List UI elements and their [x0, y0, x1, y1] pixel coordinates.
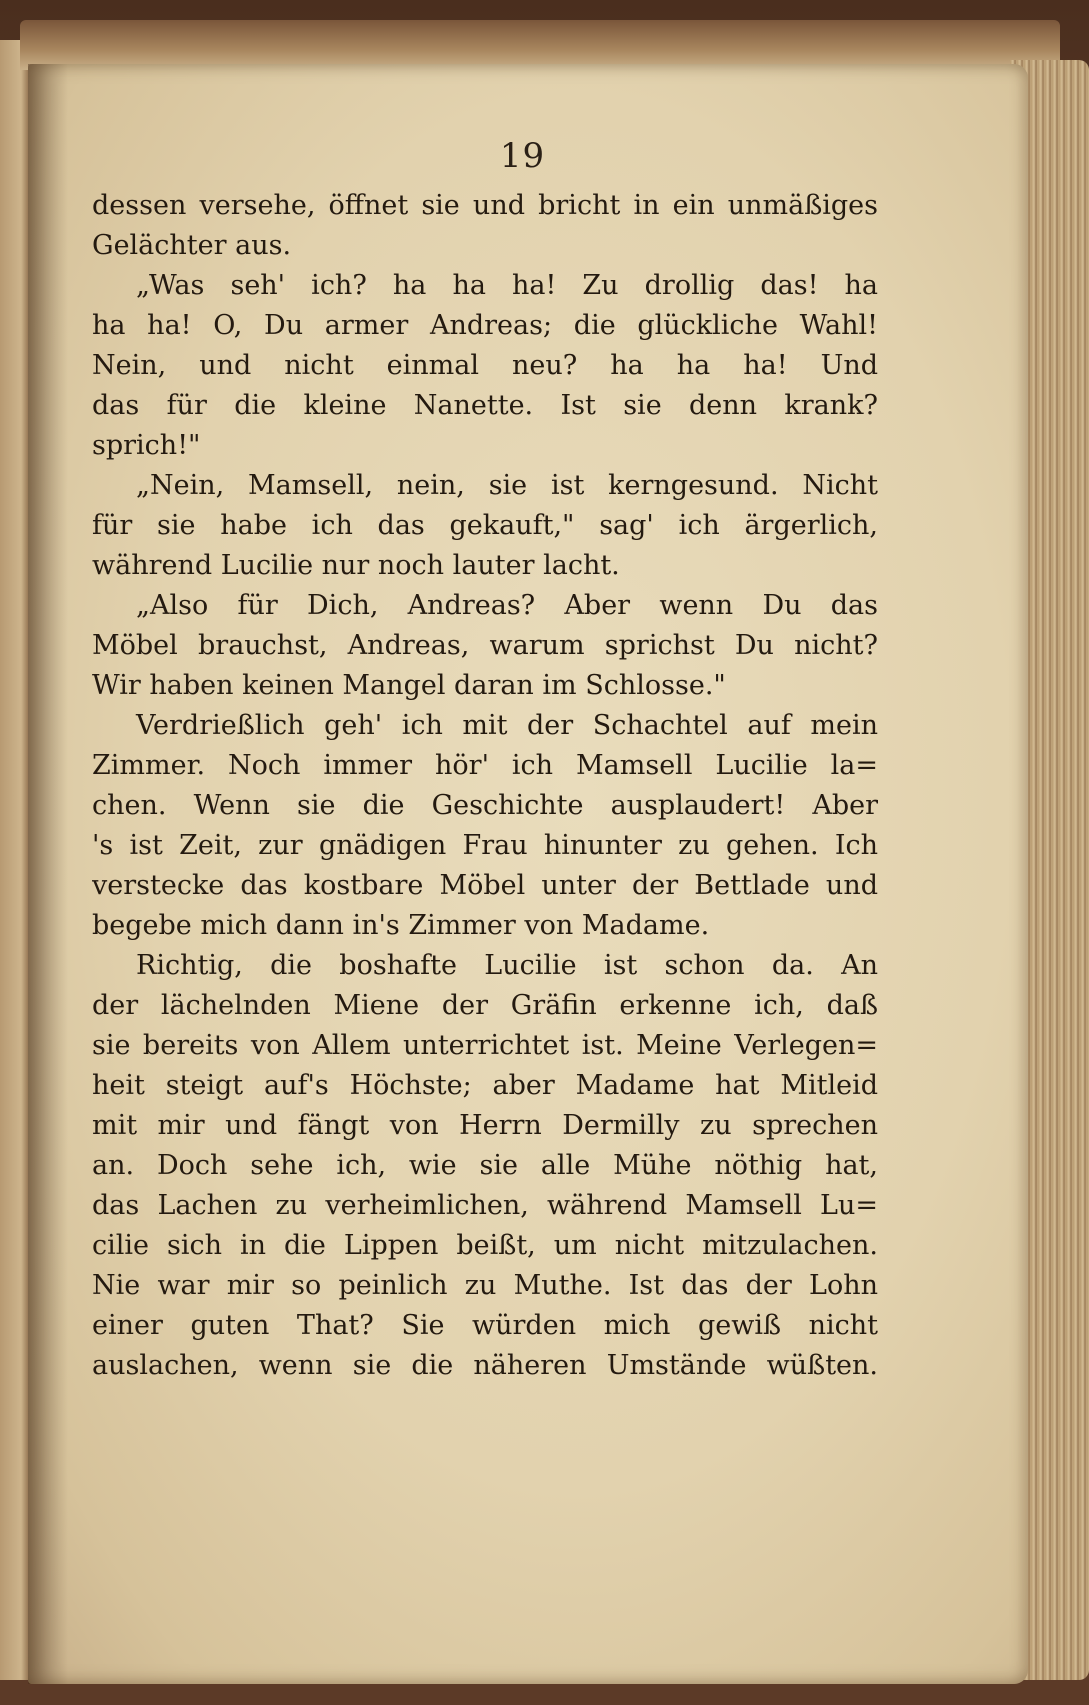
text-line: chen. Wenn sie die Geschichte ausplaudert! Aber [92, 790, 878, 821]
text-line: Möbel brauchst, Andreas, warum sprichst Du nicht? [92, 630, 878, 661]
text-line: Nie war mir so peinlich zu Muthe. Ist das der Lohn [92, 1270, 878, 1301]
text-line: cilie sich in die Lippen beißt, um nicht mitzulachen. [92, 1230, 878, 1261]
text-line: Gelächter aus. [92, 230, 292, 261]
text-line: während Lucilie nur noch lauter lacht. [92, 550, 620, 581]
text-line: an. Doch sehe ich, wie sie alle Mühe nöthig hat, [92, 1150, 878, 1181]
text-line: verstecke das kostbare Möbel unter der Bettlade und [92, 870, 878, 901]
spine-shadow [28, 64, 68, 1684]
text-line: „Nein, Mamsell, nein, sie ist kerngesund. Nicht [136, 470, 878, 501]
text-line: mit mir und fängt von Herrn Dermilly zu sprechen [92, 1110, 878, 1141]
text-line: das Lachen zu verheimlichen, während Mamsell Lu= [92, 1190, 878, 1221]
text-line: auslachen, wenn sie die näheren Umstände wüßten. [92, 1350, 878, 1381]
text-line: „Was seh' ich? ha ha ha! Zu drollig das! ha [136, 270, 878, 301]
text-line: für sie habe ich das gekauft," sag' ich ärgerlich, [92, 510, 878, 541]
text-line: heit steigt auf's Höchste; aber Madame hat Mitleid [92, 1070, 878, 1101]
text-line: Nein, und nicht einmal neu? ha ha ha! Und [92, 350, 878, 381]
text-line: Wir haben keinen Mangel daran im Schlosse." [92, 670, 726, 701]
text-line: Richtig, die boshafte Lucilie ist schon da. An [136, 950, 878, 981]
page-text [92, 186, 878, 1386]
text-line: sprich!" [92, 430, 201, 461]
text-line: der lächelnden Miene der Gräfin erkenne ich, daß [92, 990, 878, 1021]
text-line: begebe mich dann in's Zimmer von Madame. [92, 910, 710, 941]
book-top-edge [20, 20, 1060, 70]
text-line: sie bereits von Allem unterrichtet ist. Meine Verlegen= [92, 1030, 878, 1061]
text-line: 's ist Zeit, zur gnädigen Frau hinunter zu gehen. Ich [92, 830, 878, 861]
text-line: dessen versehe, öffnet sie und bricht in ein unmäßiges [92, 190, 878, 221]
text-line: das für die kleine Nanette. Ist sie denn krank? [92, 390, 878, 421]
text-line: einer guten That? Sie würden mich gewiß nicht [92, 1310, 878, 1341]
text-line: „Also für Dich, Andreas? Aber wenn Du das [136, 590, 878, 621]
text-line: ha ha! O, Du armer Andreas; die glückliche Wahl! [92, 310, 878, 341]
text-line: Verdrießlich geh' ich mit der Schachtel auf mein [136, 710, 878, 741]
previous-page-edge [0, 40, 30, 1680]
text-line: Zimmer. Noch immer hör' ich Mamsell Lucilie la= [92, 750, 878, 781]
page-number: 19 [499, 136, 546, 176]
